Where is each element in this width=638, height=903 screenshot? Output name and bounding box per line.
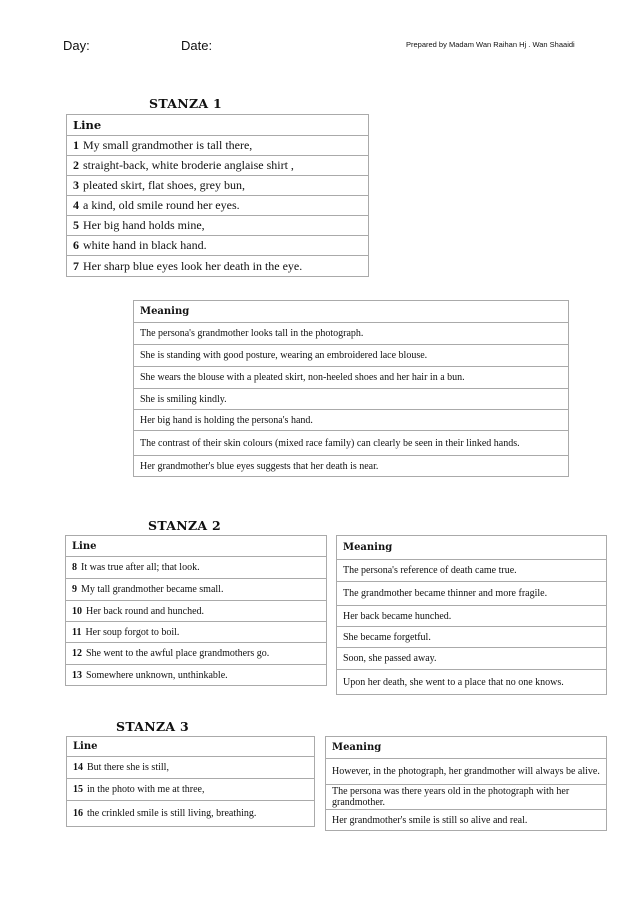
table-header-row bbox=[337, 536, 607, 560]
meaning-cell: She is smiling kindly. bbox=[134, 389, 569, 410]
table-row bbox=[66, 665, 327, 686]
table-row bbox=[67, 156, 369, 176]
line-number: 13 bbox=[72, 669, 82, 681]
line-number: 15 bbox=[73, 784, 83, 795]
line-text: Her soup forgot to boil. bbox=[85, 626, 180, 638]
line-header: Line bbox=[67, 737, 315, 757]
line-cell bbox=[66, 557, 327, 579]
table-row bbox=[337, 670, 607, 695]
meaning-cell: Her big hand is holding the persona's hand. bbox=[134, 410, 569, 431]
meaning-cell: The persona's reference of death came true. bbox=[337, 560, 607, 582]
line-text: a kind, old smile round her eyes. bbox=[83, 198, 240, 212]
table-row bbox=[326, 810, 607, 831]
table-row bbox=[337, 627, 607, 648]
line-cell bbox=[67, 801, 315, 827]
table-header-row bbox=[67, 737, 315, 757]
table-row bbox=[337, 606, 607, 627]
line-text: It was true after all; that look. bbox=[81, 562, 200, 573]
table-row bbox=[134, 431, 569, 456]
table-row bbox=[134, 367, 569, 389]
meaning-cell: Upon her death, she went to a place that no one knows. bbox=[337, 670, 607, 695]
line-number: 7 bbox=[73, 258, 79, 273]
line-text: Her sharp blue eyes look her death in the eye. bbox=[83, 258, 303, 273]
line-text: white hand in black hand. bbox=[83, 238, 207, 252]
line-cell bbox=[66, 643, 327, 665]
line-cell bbox=[67, 196, 369, 216]
stanza1-title: STANZA 1 bbox=[149, 96, 223, 111]
stanza3-meaning-table bbox=[325, 736, 607, 831]
table-row bbox=[66, 557, 327, 579]
table-row bbox=[66, 622, 327, 643]
meaning-cell: The persona's grandmother looks tall in the photograph. bbox=[134, 323, 569, 345]
line-text: My tall grandmother became small. bbox=[81, 584, 224, 595]
line-cell bbox=[67, 779, 315, 801]
table-row bbox=[67, 256, 369, 277]
line-cell bbox=[67, 236, 369, 256]
stanza2-meaning-table bbox=[336, 535, 607, 695]
line-text: straight-back, white broderie anglaise shirt , bbox=[83, 158, 294, 172]
table-row bbox=[67, 196, 369, 216]
line-cell bbox=[66, 601, 327, 622]
line-cell bbox=[66, 665, 327, 686]
meaning-cell: Her back became hunched. bbox=[337, 606, 607, 627]
stanza3-title: STANZA 3 bbox=[116, 719, 190, 734]
meaning-cell: However, in the photograph, her grandmother will always be alive. bbox=[326, 759, 607, 785]
stanza1-lines-table bbox=[66, 114, 369, 277]
meaning-cell: Her grandmother's smile is still so alive and real. bbox=[326, 810, 607, 831]
line-number: 3 bbox=[73, 178, 79, 192]
line-cell bbox=[67, 156, 369, 176]
table-row bbox=[134, 345, 569, 367]
table-row bbox=[66, 601, 327, 622]
table-row bbox=[67, 757, 315, 779]
stanza3-lines-table bbox=[66, 736, 315, 827]
stanza1-meaning-table bbox=[133, 300, 569, 477]
meaning-cell: She became forgetful. bbox=[337, 627, 607, 648]
table-row bbox=[337, 560, 607, 582]
table-row bbox=[134, 456, 569, 477]
table-row bbox=[134, 323, 569, 345]
line-cell bbox=[67, 256, 369, 277]
meaning-cell: The persona was there years old in the photograph with her grandmother. bbox=[326, 785, 607, 810]
meaning-header: Meaning bbox=[326, 737, 607, 759]
meaning-header: Meaning bbox=[134, 301, 569, 323]
table-header-row bbox=[66, 536, 327, 557]
prepared-by: Prepared by Madam Wan Raihan Hj . Wan Shaaidi bbox=[406, 40, 575, 49]
line-number: 12 bbox=[72, 648, 82, 659]
table-row bbox=[67, 136, 369, 156]
table-row bbox=[67, 216, 369, 236]
table-row bbox=[67, 176, 369, 196]
table-row bbox=[67, 801, 315, 827]
table-row bbox=[134, 389, 569, 410]
line-number: 6 bbox=[73, 238, 79, 252]
line-number: 16 bbox=[73, 808, 83, 819]
stanza2-title: STANZA 2 bbox=[148, 518, 222, 533]
table-row bbox=[66, 643, 327, 665]
table-header-row bbox=[67, 115, 369, 136]
line-text: But there she is still, bbox=[87, 762, 169, 773]
line-text: pleated skirt, flat shoes, grey bun, bbox=[83, 178, 245, 192]
table-row bbox=[337, 582, 607, 606]
meaning-cell: The grandmother became thinner and more fragile. bbox=[337, 582, 607, 606]
line-number: 10 bbox=[72, 605, 82, 617]
meaning-cell: Her grandmother's blue eyes suggests that her death is near. bbox=[134, 456, 569, 477]
line-cell bbox=[66, 622, 327, 643]
stanza2-lines-table bbox=[65, 535, 327, 686]
line-text: Somewhere unknown, unthinkable. bbox=[86, 669, 228, 681]
line-number: 1 bbox=[73, 138, 79, 152]
line-text: My small grandmother is tall there, bbox=[83, 138, 253, 152]
date-label: Date: bbox=[181, 38, 213, 53]
line-cell bbox=[67, 176, 369, 196]
line-cell bbox=[66, 579, 327, 601]
line-number: 8 bbox=[72, 562, 77, 573]
meaning-header: Meaning bbox=[337, 536, 607, 560]
line-number: 2 bbox=[73, 158, 79, 172]
line-text: She went to the awful place grandmothers go. bbox=[86, 648, 270, 659]
line-cell bbox=[67, 216, 369, 236]
table-row bbox=[326, 785, 607, 810]
meaning-cell: She wears the blouse with a pleated skirt, non-heeled shoes and her hair in a bun. bbox=[134, 367, 569, 389]
line-number: 4 bbox=[73, 198, 79, 212]
line-text: the crinkled smile is still living, breathing. bbox=[87, 808, 257, 819]
line-number: 9 bbox=[72, 584, 77, 595]
line-cell bbox=[67, 136, 369, 156]
table-header-row bbox=[134, 301, 569, 323]
line-number: 11 bbox=[72, 626, 82, 638]
table-header-row bbox=[326, 737, 607, 759]
line-header: Line bbox=[66, 536, 327, 557]
meaning-cell: The contrast of their skin colours (mixed race family) can clearly be seen in their linked hands. bbox=[134, 431, 569, 456]
line-number: 5 bbox=[73, 218, 79, 232]
line-number: 14 bbox=[73, 762, 83, 773]
meaning-cell: She is standing with good posture, wearing an embroidered lace blouse. bbox=[134, 345, 569, 367]
line-text: Her back round and hunched. bbox=[86, 605, 205, 617]
line-text: Her big hand holds mine, bbox=[83, 218, 205, 232]
table-row bbox=[67, 236, 369, 256]
table-row bbox=[337, 648, 607, 670]
table-row bbox=[134, 410, 569, 431]
meaning-cell: Soon, she passed away. bbox=[337, 648, 607, 670]
line-header: Line bbox=[67, 115, 369, 136]
line-cell bbox=[67, 757, 315, 779]
line-text: in the photo with me at three, bbox=[87, 784, 205, 795]
day-label: Day: bbox=[63, 38, 90, 53]
table-row bbox=[326, 759, 607, 785]
table-row bbox=[67, 779, 315, 801]
table-row bbox=[66, 579, 327, 601]
